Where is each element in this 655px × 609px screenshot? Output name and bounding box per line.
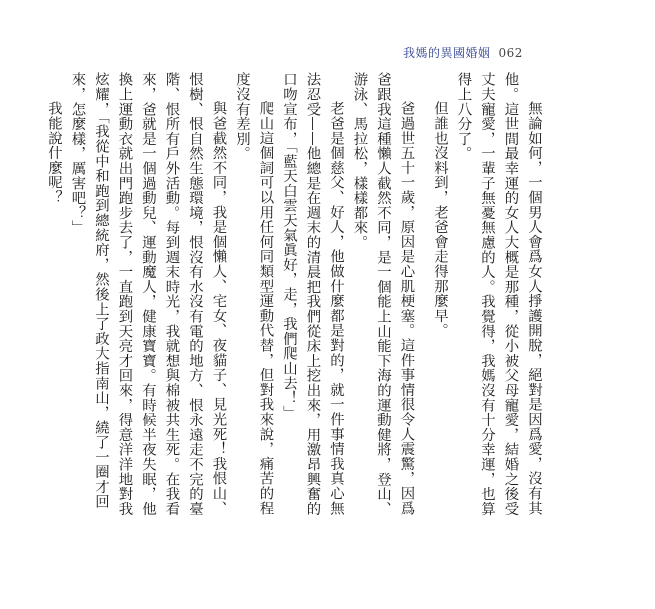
running-head — [403, 44, 523, 61]
paragraph-5: 爬山這個詞可以用任何同類型運動代替，但對我來說，痛苦的程度沒有差別。 — [234, 72, 274, 516]
paragraph-1: 無論如何，一個男人會爲女人掙護開脫，絕對是因爲愛，沒有其他。這世間最幸運的女人大概是那種，從小被父母寵愛，結婚之後受丈夫寵愛，一輩子無憂無慮的人。我覺得，我媽沒有十分幸運，也算得上八分了。 — [455, 72, 542, 516]
paragraph-3: 爸過世五十一歲，原因是心肌梗塞。這件事情很令人震驚，因爲爸跟我這種懶人截然不同，是一個能上山能下海的運動健將，登山、游泳、馬拉松，樣樣都來。 — [351, 72, 415, 516]
paragraph-2: 但誰也沒料到，老爸會走得那麼早。 — [432, 100, 448, 338]
page-body-text — [46, 72, 545, 527]
paragraph-7: 我能說什麼呢？ — [46, 100, 62, 205]
running-head-book-title: 我媽的異國婚姻 — [403, 46, 491, 60]
paragraph-4: 老爸是個慈父、好人，他做什麼都是對的，就一件事情我真心無法忍受——他總是在週末的清晨把我們從床上挖出來，用激昂興奮的口吻宣布，「藍天白雲天氣眞好，走，我們爬山去！」 — [281, 72, 344, 516]
paragraph-6: 與爸截然不同，我是個懶人、宅女、夜貓子、見光死！我恨山、恨樹、恨自然生態環境，恨沒有水沒有電的地方、恨永遠走不完的臺階、恨所有戶外活動。每到週末時光，我就想與棉被共生死。在我看來，爸就是一個過動兒、運動魔人，健康寶寶。有時候半夜失眠，他換上運動衣就出門跑步去了，一直跑到天亮才回來，得意洋洋地對我炫耀，「我從中和跑到總統府，然後上了政大指南山，繞了一圈才回來，怎麼樣，厲害吧？」 — [69, 72, 227, 516]
page-number: 062 — [498, 46, 523, 60]
